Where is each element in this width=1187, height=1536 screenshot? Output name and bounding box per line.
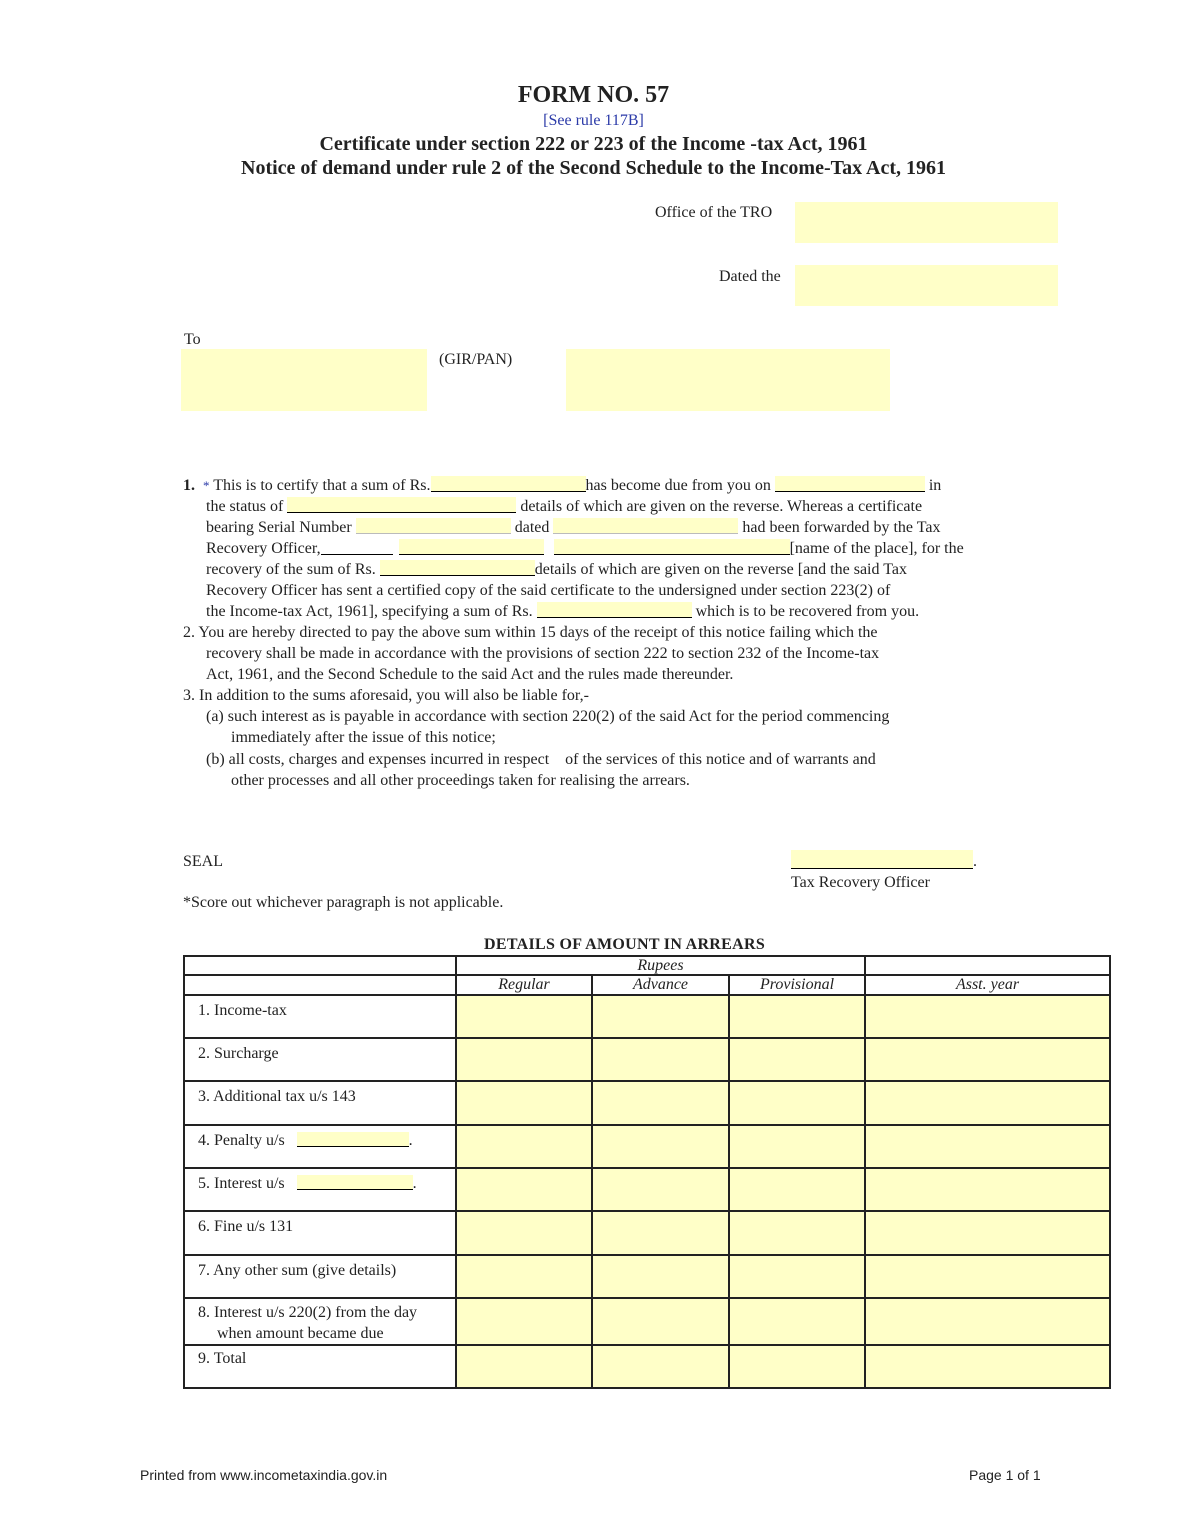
para3-b-line1: (b) all costs, charges and expenses incurred in respect of the services of this notice and of warrants and	[206, 751, 876, 768]
due-date-field[interactable]	[775, 476, 925, 492]
cell-total-provisional[interactable]	[729, 1345, 865, 1388]
cell-income-tax-provisional[interactable]	[729, 995, 865, 1038]
cell-fine-provisional[interactable]	[729, 1211, 865, 1255]
table-row	[184, 1038, 1110, 1081]
addressee-name-field[interactable]	[181, 349, 427, 411]
table-row	[184, 995, 1110, 1038]
row-label-total: 9. Total	[184, 1345, 456, 1388]
row-label-fine: 6. Fine u/s 131	[184, 1211, 456, 1255]
para2-line2: recovery shall be made in accordance with the provisions of section 222 to section 232 of the Income-tax	[206, 645, 880, 662]
form-subtitle-certificate: Certificate under section 222 or 223 of the Income -tax Act, 1961	[319, 133, 868, 155]
column-header-regular: Regular	[456, 975, 592, 995]
place-name-field[interactable]	[554, 539, 790, 555]
sum-rs-field[interactable]	[431, 476, 586, 492]
officer-signature-field[interactable]	[791, 850, 973, 869]
row-penalty: 4. Penalty u/s .	[184, 1125, 456, 1168]
para1-number: 1.	[183, 477, 195, 494]
para3-line1: 3. In addition to the sums aforesaid, you will also be liable for,-	[183, 687, 589, 704]
cell-interest-220-asst-year[interactable]	[865, 1298, 1110, 1345]
gir-pan-label: (GIR/PAN)	[439, 351, 513, 368]
cell-total-asst-year[interactable]	[865, 1345, 1110, 1388]
cell-interest-220-regular[interactable]	[456, 1298, 592, 1345]
cell-other-sum-asst-year[interactable]	[865, 1255, 1110, 1298]
row-label-surcharge: 2. Surcharge	[184, 1038, 456, 1081]
cell-penalty-asst-year[interactable]	[865, 1125, 1110, 1168]
para3-b-line2: other processes and all other proceedings taken for realising the arrears.	[231, 772, 690, 789]
cell-surcharge-advance[interactable]	[592, 1038, 729, 1081]
recovery-officer-blank	[321, 539, 393, 555]
seal-label: SEAL	[183, 853, 223, 870]
cell-income-tax-asst-year[interactable]	[865, 995, 1110, 1038]
row-interest: 5. Interest u/s .	[184, 1168, 456, 1211]
cell-penalty-advance[interactable]	[592, 1125, 729, 1168]
para3-a-line2: immediately after the issue of this notice;	[231, 729, 496, 746]
form-subtitle-notice: Notice of demand under rule 2 of the Second Schedule to the Income-Tax Act, 1961	[241, 157, 946, 179]
office-label: Office of the TRO	[655, 204, 773, 221]
cell-income-tax-advance[interactable]	[592, 995, 729, 1038]
page-number-footer: Page 1 of 1	[969, 1467, 1041, 1483]
cell-additional-tax-asst-year[interactable]	[865, 1081, 1110, 1125]
cell-surcharge-provisional[interactable]	[729, 1038, 865, 1081]
para1-line3: bearing Serial Number dated had been forwarded by the Tax	[206, 519, 941, 536]
cell-additional-tax-advance[interactable]	[592, 1081, 729, 1125]
para1-line4: Recovery Officer, [name of the place], for the	[206, 540, 964, 557]
row-interest-220	[184, 1298, 456, 1345]
table-row	[184, 1125, 1110, 1168]
cell-other-sum-advance[interactable]	[592, 1255, 729, 1298]
cell-income-tax-regular[interactable]	[456, 995, 592, 1038]
column-header-advance: Advance	[592, 975, 729, 995]
gir-pan-field[interactable]	[566, 349, 890, 411]
office-tro-field[interactable]	[795, 202, 1058, 243]
dated-field[interactable]	[795, 265, 1058, 306]
table-header-row-1	[184, 956, 1110, 975]
para2-line3: Act, 1961, and the Second Schedule to the said Act and the rules made thereunder.	[206, 666, 734, 683]
row-label-additional-tax: 3. Additional tax u/s 143	[184, 1081, 456, 1125]
cell-interest-220-advance[interactable]	[592, 1298, 729, 1345]
serial-number-field[interactable]	[356, 518, 511, 534]
row-label-penalty: 4. Penalty u/s	[198, 1132, 285, 1149]
row-label-interest: 5. Interest u/s	[198, 1175, 285, 1192]
para1-line6: Recovery Officer has sent a certified copy of the said certificate to the undersigned under section 223(2) of	[206, 582, 891, 599]
para1-line5: recovery of the sum of Rs. details of which are given on the reverse [and the said Tax	[206, 561, 907, 578]
status-field[interactable]	[287, 497, 516, 513]
cell-interest-asst-year[interactable]	[865, 1168, 1110, 1211]
arrears-table-title: DETAILS OF AMOUNT IN ARREARS	[484, 936, 766, 953]
cell-fine-advance[interactable]	[592, 1211, 729, 1255]
arrears-table	[183, 955, 1111, 1389]
cell-interest-provisional[interactable]	[729, 1168, 865, 1211]
recovery-sum-field[interactable]	[380, 560, 535, 576]
specified-sum-field[interactable]	[537, 602, 692, 618]
table-row	[184, 1211, 1110, 1255]
interest-section-field[interactable]	[297, 1175, 413, 1190]
cell-interest-220-provisional[interactable]	[729, 1298, 865, 1345]
to-label: To	[184, 331, 201, 348]
row-label-other-sum: 7. Any other sum (give details)	[184, 1255, 456, 1298]
cell-total-regular[interactable]	[456, 1345, 592, 1388]
table-header-row-2	[184, 975, 1110, 995]
table-row	[184, 1168, 1110, 1211]
column-header-asst-year: Asst. year	[865, 975, 1110, 995]
cell-penalty-provisional[interactable]	[729, 1125, 865, 1168]
cell-other-sum-provisional[interactable]	[729, 1255, 865, 1298]
tax-recovery-officer-label: Tax Recovery Officer	[791, 874, 930, 891]
para3-a-line1: (a) such interest as is payable in accordance with section 220(2) of the said Act for the period commencing	[206, 708, 890, 725]
penalty-section-field[interactable]	[297, 1132, 409, 1147]
table-row	[184, 1345, 1110, 1388]
score-out-note: *Score out whichever paragraph is not applicable.	[183, 894, 504, 911]
rupees-header: Rupees	[456, 956, 865, 975]
dated-label: Dated the	[719, 268, 781, 285]
cell-additional-tax-regular[interactable]	[456, 1081, 592, 1125]
table-row	[184, 1255, 1110, 1298]
column-header-provisional: Provisional	[729, 975, 865, 995]
para1-line7: the Income-tax Act, 1961], specifying a sum of Rs. which is to be recovered from you.	[206, 603, 920, 620]
para2-line1: 2. You are hereby directed to pay the above sum within 15 days of the receipt of this notice failing which the	[183, 624, 878, 641]
recovery-officer-field[interactable]	[399, 539, 544, 555]
para1-line2: the status of details of which are given on the reverse. Whereas a certificate	[206, 498, 923, 515]
certificate-dated-field[interactable]	[553, 518, 738, 534]
cell-additional-tax-provisional[interactable]	[729, 1081, 865, 1125]
table-header-blank	[184, 956, 456, 975]
row-label-interest-220: 8. Interest u/s 220(2) from the day	[198, 1304, 418, 1321]
table-header-blank	[184, 975, 456, 995]
form-title: FORM NO. 57	[517, 82, 670, 108]
table-header-blank-right	[865, 956, 1110, 975]
para1-line1: 1. * This is to certify that a sum of Rs. has become due from you on in	[183, 477, 942, 494]
cell-fine-asst-year[interactable]	[865, 1211, 1110, 1255]
cell-fine-regular[interactable]	[456, 1211, 592, 1255]
table-row	[184, 1298, 1110, 1345]
cell-surcharge-asst-year[interactable]	[865, 1038, 1110, 1081]
asterisk-mark: *	[203, 478, 210, 493]
row-label-income-tax: 1. Income-tax	[184, 995, 456, 1038]
signature-dot: .	[973, 853, 977, 870]
cell-surcharge-regular[interactable]	[456, 1038, 592, 1081]
printed-from-footer: Printed from www.incometaxindia.gov.in	[140, 1467, 388, 1483]
table-row	[184, 1081, 1110, 1125]
rule-reference-link[interactable]: [See rule 117B]	[543, 112, 644, 129]
cell-other-sum-regular[interactable]	[456, 1255, 592, 1298]
cell-penalty-regular[interactable]	[456, 1125, 592, 1168]
row-label-interest-220-cont: when amount became due	[217, 1325, 384, 1342]
cell-interest-advance[interactable]	[592, 1168, 729, 1211]
cell-interest-regular[interactable]	[456, 1168, 592, 1211]
cell-total-advance[interactable]	[592, 1345, 729, 1388]
